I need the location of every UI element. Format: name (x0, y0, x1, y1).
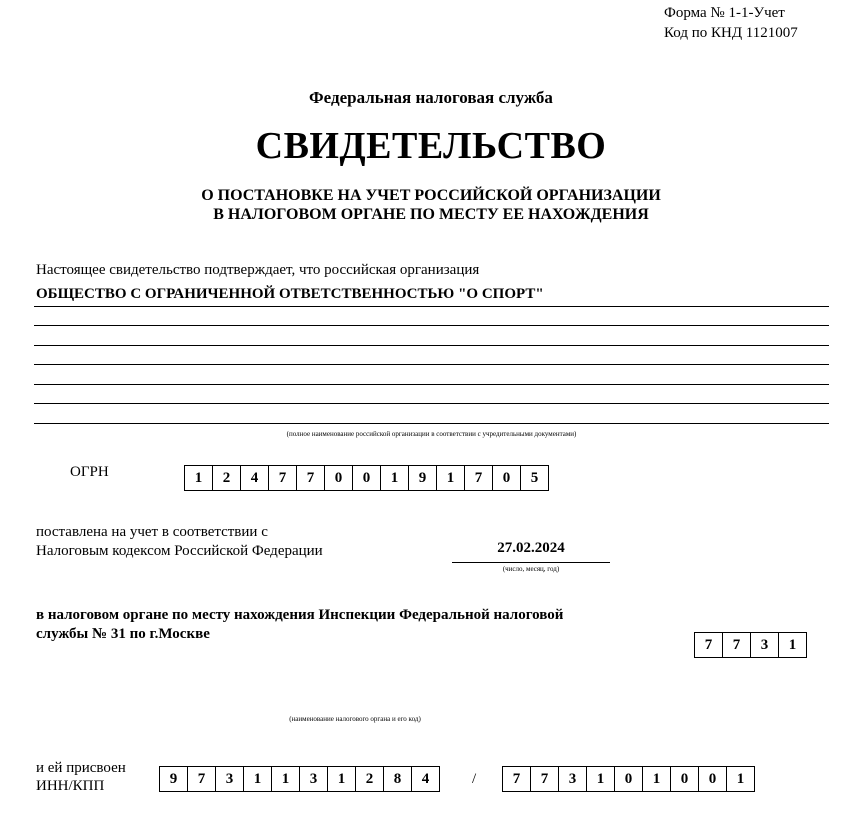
inn-digit: 3 (215, 766, 244, 792)
date-underline (452, 562, 610, 563)
date-caption: (число, месяц, год) (502, 565, 560, 573)
kpp-digit: 0 (698, 766, 727, 792)
kpp-digit: 0 (614, 766, 643, 792)
ogrn-digit: 7 (464, 465, 493, 491)
ogrn-digit: 4 (240, 465, 269, 491)
kpp-digit: 1 (726, 766, 755, 792)
ogrn-digit: 7 (296, 465, 325, 491)
kpp-cells (502, 766, 755, 792)
ogrn-digit: 0 (352, 465, 381, 491)
ogrn-label: ОГРН (70, 464, 109, 480)
ogrn-digit: 1 (184, 465, 213, 491)
inn-kpp-label-line-1: и ей присвоен (36, 760, 126, 776)
inn-digit: 1 (271, 766, 300, 792)
inn-digit: 8 (383, 766, 412, 792)
organization-name-caption: (полное наименование российской организации в соответствии с учредительными документами) (286, 430, 577, 438)
form-number: Форма № 1-1-Учет (664, 5, 785, 21)
document-subtitle (0, 186, 862, 224)
tax-office-line-2: службы № 31 по г.Москве (36, 626, 210, 642)
inn-digit: 2 (355, 766, 384, 792)
inn-digit: 9 (159, 766, 188, 792)
kpp-digit: 3 (558, 766, 587, 792)
inn-digit: 3 (299, 766, 328, 792)
ogrn-digit: 1 (380, 465, 409, 491)
name-line (34, 364, 829, 365)
ogrn-digit: 9 (408, 465, 437, 491)
subtitle-line-2: В НАЛОГОВОМ ОРГАНЕ ПО МЕСТУ ЕЕ НАХОЖДЕНИЯ (213, 206, 649, 223)
agency-name: Федеральная налоговая служба (309, 88, 553, 107)
inn-digit: 1 (243, 766, 272, 792)
tax-office-code-digit: 3 (750, 632, 779, 658)
tax-office-text (36, 606, 676, 644)
registration-text-line-2: Налоговым кодексом Российской Федерации (36, 543, 323, 559)
name-line (34, 423, 829, 424)
inn-cells (159, 766, 440, 792)
registration-date: 27.02.2024 (497, 540, 565, 556)
inn-kpp-label-line-2: ИНН/КПП (36, 778, 105, 794)
registration-text (36, 523, 323, 561)
knd-code: Код по КНД 1121007 (664, 25, 798, 41)
confirm-text: Настоящее свидетельство подтверждает, что российская организация (36, 262, 480, 278)
subtitle-line-1: О ПОСТАНОВКЕ НА УЧЕТ РОССИЙСКОЙ ОРГАНИЗАЦИИ (201, 187, 661, 204)
tax-office-code-digit: 7 (694, 632, 723, 658)
name-line (34, 306, 829, 307)
inn-kpp-label (36, 759, 126, 795)
kpp-digit: 1 (642, 766, 671, 792)
inn-digit: 1 (327, 766, 356, 792)
document-title: СВИДЕТЕЛЬСТВО (255, 125, 607, 167)
ogrn-digit: 0 (492, 465, 521, 491)
kpp-digit: 0 (670, 766, 699, 792)
form-header (664, 3, 798, 43)
ogrn-digit: 2 (212, 465, 241, 491)
organization-name: ОБЩЕСТВО С ОГРАНИЧЕННОЙ ОТВЕТСТВЕННОСТЬЮ "О СПОРТ" (36, 286, 544, 302)
kpp-digit: 7 (502, 766, 531, 792)
tax-office-code-digit: 7 (722, 632, 751, 658)
ogrn-cells (184, 465, 549, 491)
inn-kpp-separator: / (472, 771, 477, 787)
name-line (34, 325, 829, 326)
kpp-digit: 7 (530, 766, 559, 792)
name-line (34, 384, 829, 385)
tax-office-code-cells (694, 632, 807, 658)
ogrn-digit: 5 (520, 465, 549, 491)
name-line (34, 403, 829, 404)
ogrn-digit: 7 (268, 465, 297, 491)
tax-office-caption: (наименование налогового органа и его код) (289, 715, 421, 723)
registration-text-line-1: поставлена на учет в соответствии с (36, 524, 268, 540)
kpp-digit: 1 (586, 766, 615, 792)
inn-digit: 4 (411, 766, 440, 792)
inn-digit: 7 (187, 766, 216, 792)
tax-office-code-digit: 1 (778, 632, 807, 658)
ogrn-digit: 0 (324, 465, 353, 491)
tax-office-line-1: в налоговом органе по месту нахождения Инспекции Федеральной налоговой (36, 607, 564, 623)
ogrn-digit: 1 (436, 465, 465, 491)
name-line (34, 345, 829, 346)
